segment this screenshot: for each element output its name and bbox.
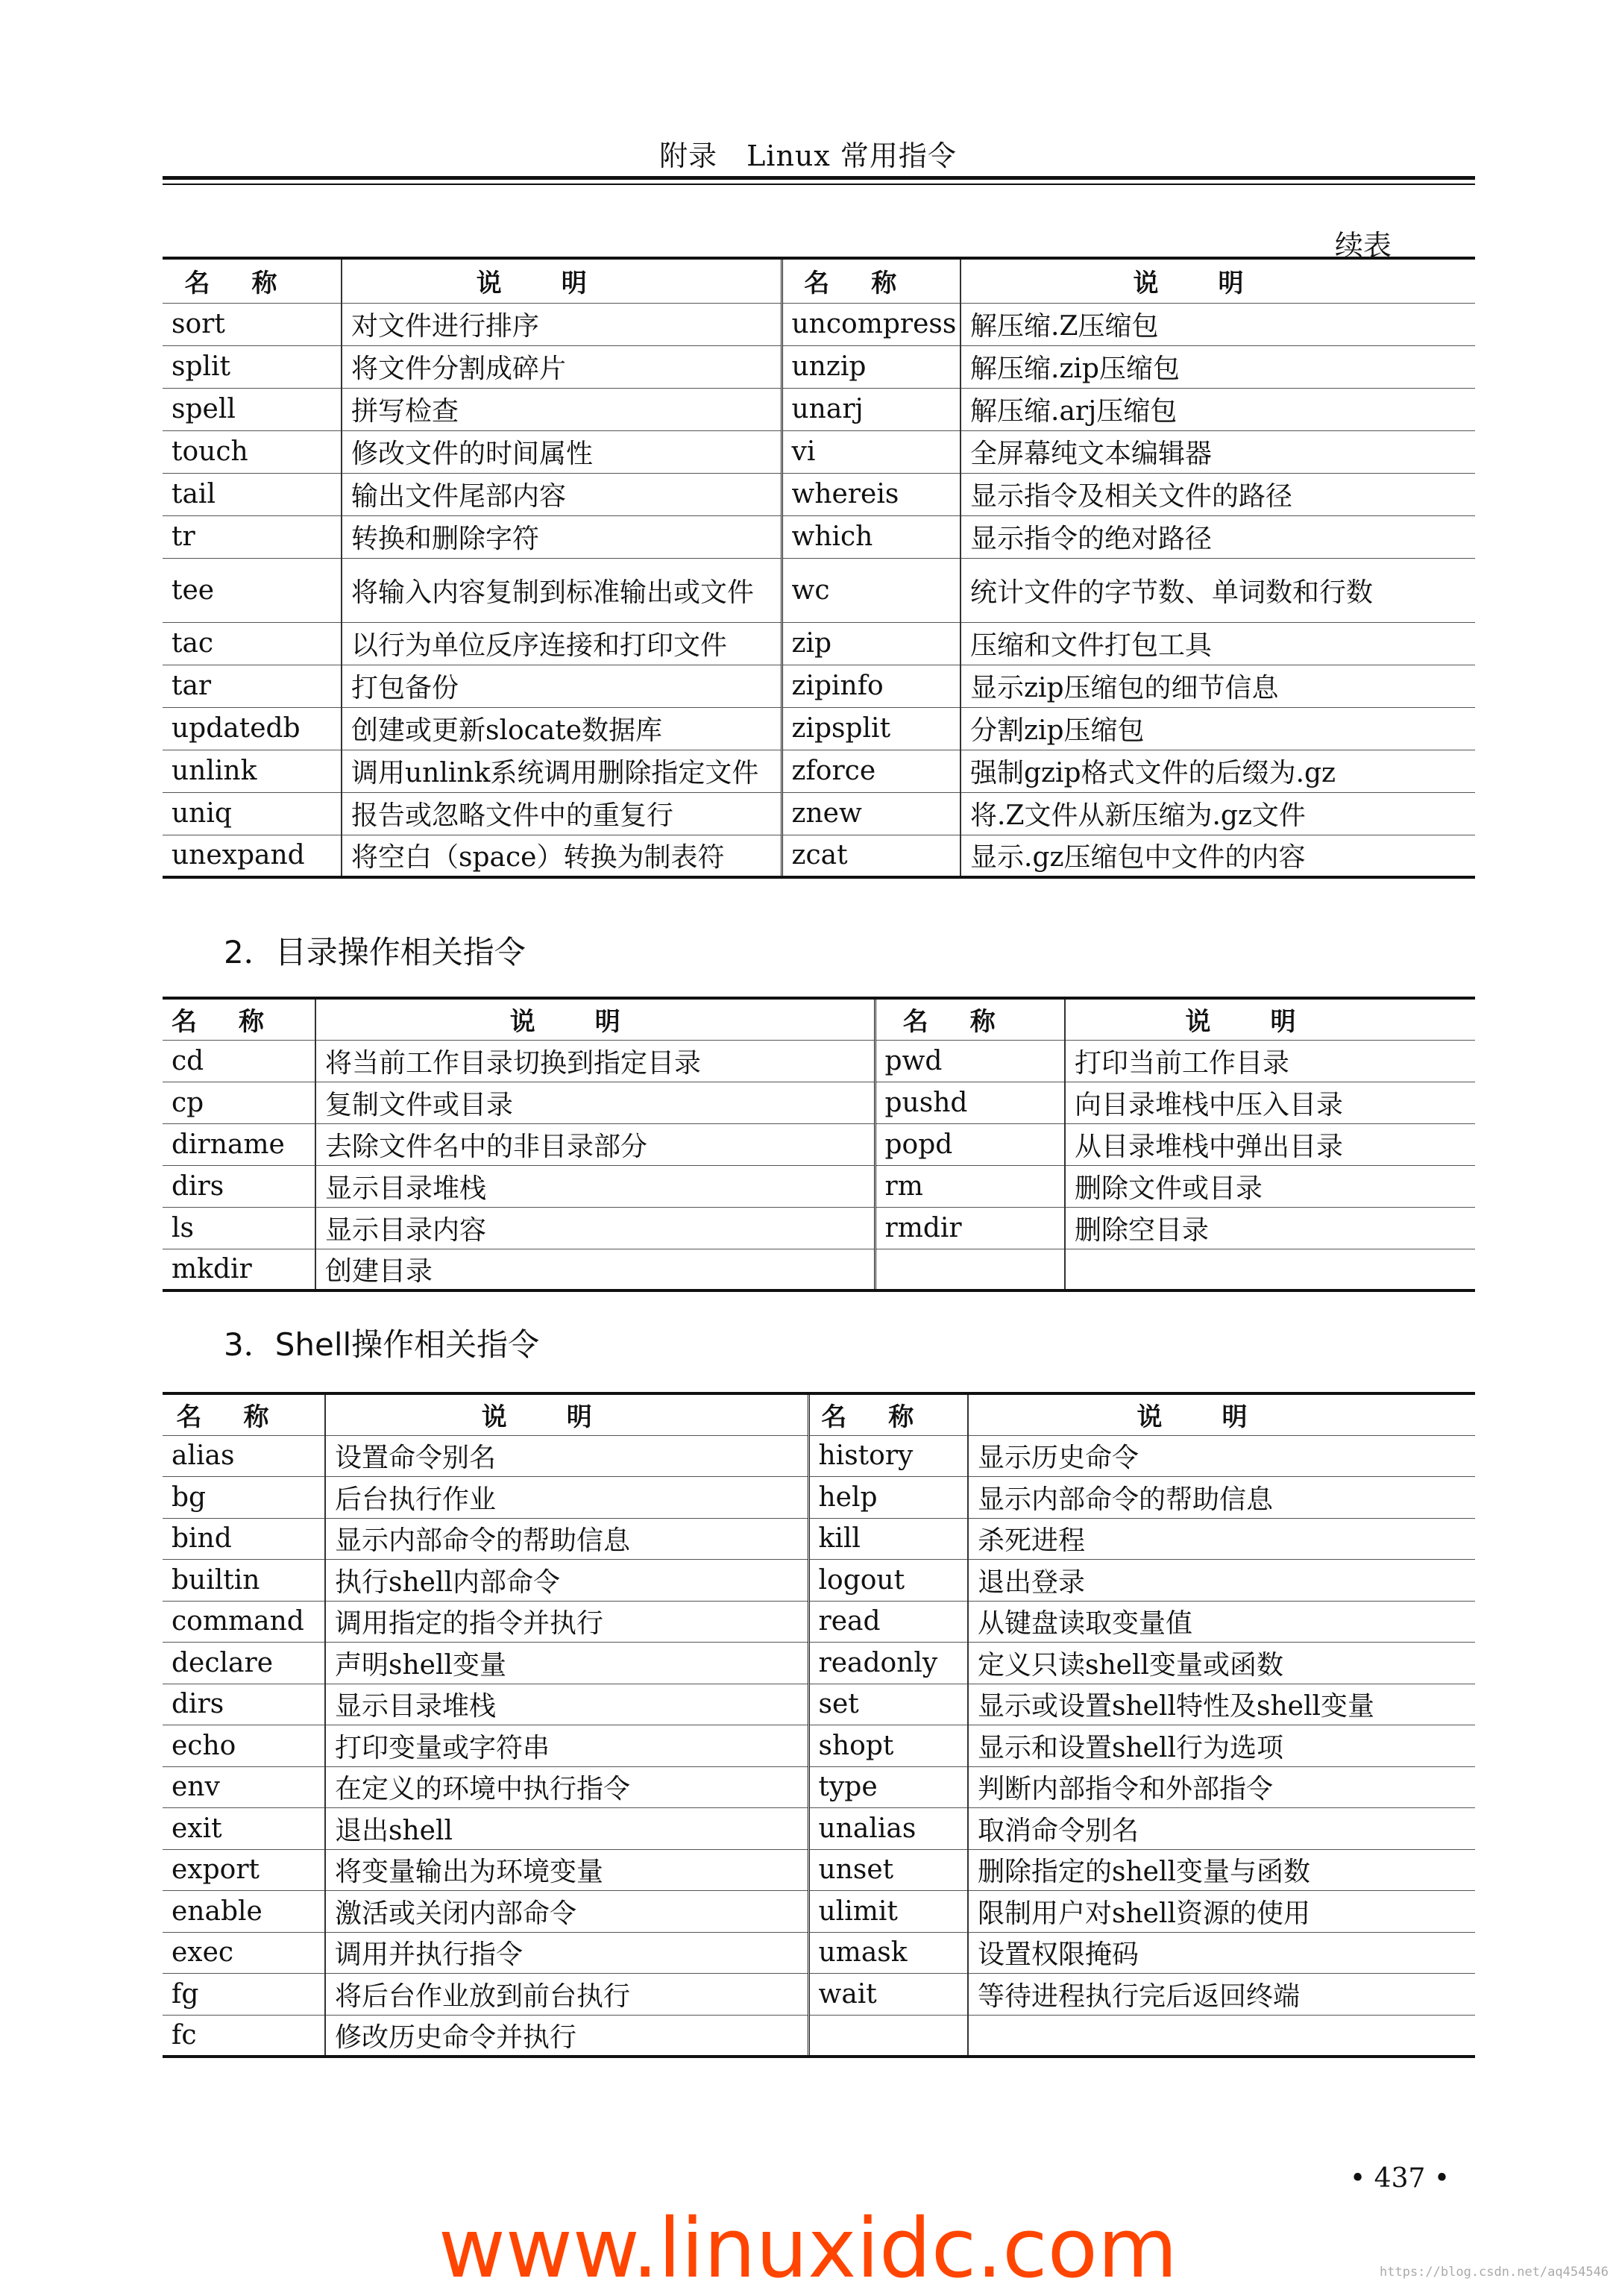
command-description: 以行为单位反序连接和打印文件 <box>342 622 782 665</box>
command-description: 全屏幕纯文本编辑器 <box>961 430 1475 473</box>
command-description: 压缩和文件打包工具 <box>961 622 1475 665</box>
table-row <box>163 1891 1475 1933</box>
command-name: exec <box>163 1932 325 1974</box>
command-description: 退出登录 <box>968 1560 1475 1602</box>
command-description: 显示或设置shell特性及shell变量 <box>968 1684 1475 1725</box>
command-description: 复制文件或目录 <box>315 1082 875 1123</box>
command-name: zcat <box>782 835 961 877</box>
command-name: zipsplit <box>782 707 961 750</box>
command-description: 调用并执行指令 <box>325 1932 808 1974</box>
section-heading-shell: 3．Shell操作相关指令 <box>224 1326 540 1363</box>
command-name: set <box>808 1684 968 1725</box>
command-name: unlink <box>163 750 342 792</box>
command-description: 激活或关闭内部命令 <box>325 1891 808 1933</box>
command-name: split <box>163 345 342 388</box>
table-row <box>163 1808 1475 1850</box>
command-description: 调用指定的指令并执行 <box>325 1601 808 1643</box>
table-row <box>163 2015 1475 2057</box>
command-name: uniq <box>163 792 342 835</box>
command-description: 对文件进行排序 <box>342 303 782 345</box>
table-row <box>163 1082 1475 1123</box>
command-description: 显示目录堆栈 <box>315 1165 875 1207</box>
command-name: type <box>808 1766 968 1808</box>
table-row <box>163 1040 1475 1082</box>
command-name: unarj <box>782 388 961 430</box>
command-description: 转换和删除字符 <box>342 515 782 558</box>
command-name: sort <box>163 303 342 345</box>
command-name: wc <box>782 558 961 622</box>
command-name: dirname <box>163 1123 315 1165</box>
command-name: rmdir <box>875 1207 1065 1249</box>
table-row <box>163 388 1475 430</box>
command-name: updatedb <box>163 707 342 750</box>
command-description: 判断内部指令和外部指令 <box>968 1766 1475 1808</box>
table-row <box>163 1249 1475 1290</box>
command-description: 修改文件的时间属性 <box>342 430 782 473</box>
command-name: pushd <box>875 1082 1065 1123</box>
command-description: 删除文件或目录 <box>1065 1165 1475 1207</box>
command-name <box>808 2015 968 2057</box>
command-name: which <box>782 515 961 558</box>
command-name: read <box>808 1601 968 1643</box>
command-name: uncompress <box>782 303 961 345</box>
command-description: 将文件分割成碎片 <box>342 345 782 388</box>
command-description: 显示指令的绝对路径 <box>961 515 1475 558</box>
command-name: enable <box>163 1891 325 1933</box>
column-header-name: 名称 <box>163 998 315 1040</box>
command-description: 打印变量或字符串 <box>325 1725 808 1767</box>
command-name: bg <box>163 1477 325 1519</box>
command-name <box>875 1249 1065 1290</box>
command-description: 限制用户对shell资源的使用 <box>968 1891 1475 1933</box>
command-name: bind <box>163 1518 325 1560</box>
command-description: 将变量输出为环境变量 <box>325 1849 808 1891</box>
command-description: 从键盘读取变量值 <box>968 1601 1475 1643</box>
table-row <box>163 750 1475 792</box>
command-name: popd <box>875 1123 1065 1165</box>
command-description: 显示.gz压缩包中文件的内容 <box>961 835 1475 877</box>
command-description: 显示和设置shell行为选项 <box>968 1725 1475 1767</box>
table-row <box>163 345 1475 388</box>
table-row <box>163 1974 1475 2016</box>
command-name: zip <box>782 622 961 665</box>
table-row <box>163 1643 1475 1684</box>
command-name: dirs <box>163 1684 325 1725</box>
command-name: vi <box>782 430 961 473</box>
command-name: tee <box>163 558 342 622</box>
command-name: tr <box>163 515 342 558</box>
table-row <box>163 430 1475 473</box>
command-description: 打印当前工作目录 <box>1065 1040 1475 1082</box>
command-name: ls <box>163 1207 315 1249</box>
command-name: dirs <box>163 1165 315 1207</box>
command-description: 执行shell内部命令 <box>325 1560 808 1602</box>
command-name: zipinfo <box>782 665 961 707</box>
command-name: zforce <box>782 750 961 792</box>
command-name: touch <box>163 430 342 473</box>
command-description: 打包备份 <box>342 665 782 707</box>
command-name: unset <box>808 1849 968 1891</box>
command-name: whereis <box>782 473 961 515</box>
table-row <box>163 1207 1475 1249</box>
page-number: • 437 • <box>1350 2163 1450 2194</box>
command-name: rm <box>875 1165 1065 1207</box>
table-row <box>163 1766 1475 1808</box>
command-description: 定义只读shell变量或函数 <box>968 1643 1475 1684</box>
command-description <box>968 2015 1475 2057</box>
table-row <box>163 1932 1475 1974</box>
command-description: 输出文件尾部内容 <box>342 473 782 515</box>
command-description: 删除空目录 <box>1065 1207 1475 1249</box>
command-name: history <box>808 1435 968 1477</box>
command-name: tar <box>163 665 342 707</box>
command-name: mkdir <box>163 1249 315 1290</box>
command-description: 显示指令及相关文件的路径 <box>961 473 1475 515</box>
command-description: 解压缩.Z压缩包 <box>961 303 1475 345</box>
command-name: env <box>163 1766 325 1808</box>
table-row <box>163 622 1475 665</box>
command-description: 创建目录 <box>315 1249 875 1290</box>
table-row <box>163 1601 1475 1643</box>
command-name: help <box>808 1477 968 1519</box>
table-row <box>163 1123 1475 1165</box>
command-name: fg <box>163 1974 325 2016</box>
header-rule-thin <box>163 184 1475 185</box>
command-description: 分割zip压缩包 <box>961 707 1475 750</box>
command-name: tail <box>163 473 342 515</box>
command-name: unzip <box>782 345 961 388</box>
command-description: 创建或更新slocate数据库 <box>342 707 782 750</box>
column-header-description: 说明 <box>1065 998 1475 1040</box>
column-header-description: 说明 <box>968 1393 1475 1435</box>
table-row <box>163 558 1475 622</box>
command-description: 设置命令别名 <box>325 1435 808 1477</box>
command-description: 显示zip压缩包的细节信息 <box>961 665 1475 707</box>
table-row <box>163 1435 1475 1477</box>
command-description: 调用unlink系统调用删除指定文件 <box>342 750 782 792</box>
directory-commands-table <box>163 997 1475 1292</box>
shell-commands-table <box>163 1392 1475 2058</box>
command-name: umask <box>808 1932 968 1974</box>
command-name: fc <box>163 2015 325 2057</box>
command-description: 在定义的环境中执行指令 <box>325 1766 808 1808</box>
command-description: 显示内部命令的帮助信息 <box>325 1518 808 1560</box>
command-description: 杀死进程 <box>968 1518 1475 1560</box>
column-header-name: 名称 <box>875 998 1065 1040</box>
command-description: 显示历史命令 <box>968 1435 1475 1477</box>
command-description: 向目录堆栈中压入目录 <box>1065 1082 1475 1123</box>
command-description: 拼写检查 <box>342 388 782 430</box>
command-name: kill <box>808 1518 968 1560</box>
table-row <box>163 1518 1475 1560</box>
command-name: readonly <box>808 1643 968 1684</box>
command-description: 删除指定的shell变量与函数 <box>968 1849 1475 1891</box>
column-header-description: 说明 <box>325 1393 808 1435</box>
column-header-name: 名称 <box>163 1393 325 1435</box>
command-name: builtin <box>163 1560 325 1602</box>
command-description: 解压缩.arj压缩包 <box>961 388 1475 430</box>
command-description <box>1065 1249 1475 1290</box>
table-row <box>163 1725 1475 1767</box>
table-row <box>163 473 1475 515</box>
command-description: 报告或忽略文件中的重复行 <box>342 792 782 835</box>
command-name: export <box>163 1849 325 1891</box>
column-header-name: 名称 <box>163 258 342 303</box>
command-description: 强制gzip格式文件的后缀为.gz <box>961 750 1475 792</box>
command-name: pwd <box>875 1040 1065 1082</box>
table-row <box>163 303 1475 345</box>
table-row <box>163 792 1475 835</box>
continued-label: 续表 <box>1335 229 1392 262</box>
command-description: 将后台作业放到前台执行 <box>325 1974 808 2016</box>
command-description: 修改历史命令并执行 <box>325 2015 808 2057</box>
command-description: 将.Z文件从新压缩为.gz文件 <box>961 792 1475 835</box>
table-row <box>163 1849 1475 1891</box>
column-header-name: 名称 <box>808 1393 968 1435</box>
command-name: cp <box>163 1082 315 1123</box>
command-name: unexpand <box>163 835 342 877</box>
command-description: 后台执行作业 <box>325 1477 808 1519</box>
command-name: znew <box>782 792 961 835</box>
command-name: wait <box>808 1974 968 2016</box>
command-name: declare <box>163 1643 325 1684</box>
command-name: shopt <box>808 1725 968 1767</box>
table-row <box>163 1477 1475 1519</box>
command-name: tac <box>163 622 342 665</box>
command-description: 显示目录堆栈 <box>325 1684 808 1725</box>
command-name: echo <box>163 1725 325 1767</box>
command-description: 取消命令别名 <box>968 1808 1475 1850</box>
command-name: alias <box>163 1435 325 1477</box>
command-description: 将输入内容复制到标准输出或文件 <box>342 558 782 622</box>
command-description: 统计文件的字节数、单词数和行数 <box>961 558 1475 622</box>
table-row <box>163 1684 1475 1725</box>
table-row <box>163 515 1475 558</box>
command-description: 设置权限掩码 <box>968 1932 1475 1974</box>
command-name: command <box>163 1601 325 1643</box>
command-description: 解压缩.zip压缩包 <box>961 345 1475 388</box>
source-watermark: https://blog.csdn.net/aq454546 <box>1380 2265 1609 2280</box>
section-heading-directory: 2．目录操作相关指令 <box>224 934 526 970</box>
command-description: 将空白（space）转换为制表符 <box>342 835 782 877</box>
command-description: 声明shell变量 <box>325 1643 808 1684</box>
site-watermark: www.linuxidc.com <box>438 2201 1178 2296</box>
command-name: exit <box>163 1808 325 1850</box>
column-header-name: 名称 <box>782 258 961 303</box>
command-name: unalias <box>808 1808 968 1850</box>
command-name: spell <box>163 388 342 430</box>
table-row <box>163 707 1475 750</box>
file-commands-table <box>163 257 1475 879</box>
table-row <box>163 1560 1475 1602</box>
column-header-description: 说明 <box>961 258 1475 303</box>
table-row <box>163 665 1475 707</box>
command-description: 将当前工作目录切换到指定目录 <box>315 1040 875 1082</box>
table-row <box>163 1165 1475 1207</box>
command-description: 从目录堆栈中弹出目录 <box>1065 1123 1475 1165</box>
command-name: logout <box>808 1560 968 1602</box>
command-description: 等待进程执行完后返回终端 <box>968 1974 1475 2016</box>
table-row <box>163 835 1475 877</box>
command-description: 显示内部命令的帮助信息 <box>968 1477 1475 1519</box>
header-rule <box>163 176 1475 180</box>
running-header: 附录 Linux 常用指令 <box>659 139 957 172</box>
column-header-description: 说明 <box>315 998 875 1040</box>
column-header-description: 说明 <box>342 258 782 303</box>
command-description: 退出shell <box>325 1808 808 1850</box>
command-name: ulimit <box>808 1891 968 1933</box>
command-description: 去除文件名中的非目录部分 <box>315 1123 875 1165</box>
command-name: cd <box>163 1040 315 1082</box>
command-description: 显示目录内容 <box>315 1207 875 1249</box>
